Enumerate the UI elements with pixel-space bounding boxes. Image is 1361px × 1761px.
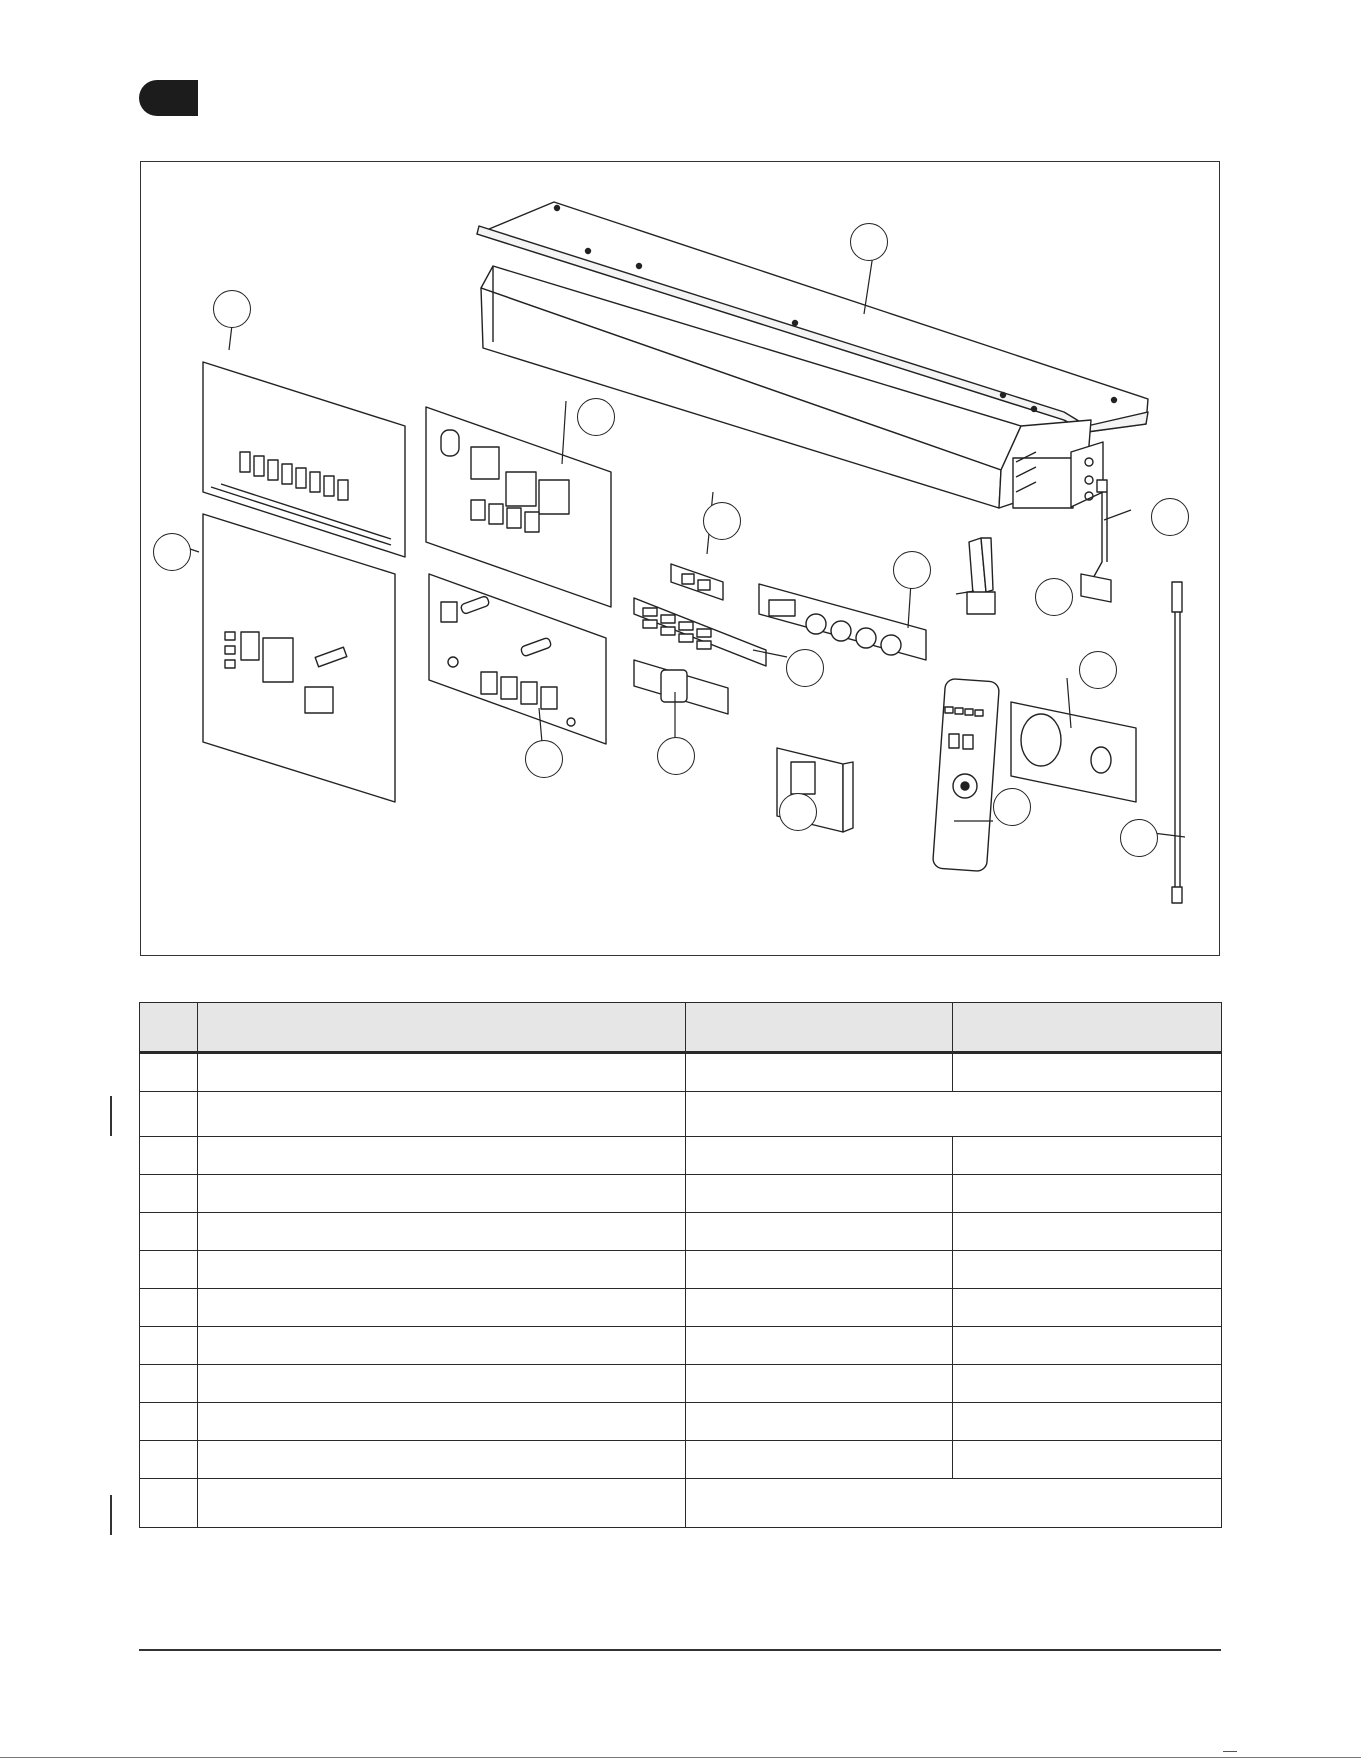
cell-description [198,1479,686,1528]
extension-cable [1172,582,1182,903]
callout-bubble [1120,819,1158,857]
cell-code-b [953,1053,1222,1092]
table-row [140,1479,1222,1528]
callout-bubble [1035,578,1073,616]
table-row [140,1175,1222,1213]
cell-code-a [686,1175,953,1213]
table-row [140,1053,1222,1092]
cell-description [198,1213,686,1251]
cell-item-no [140,1092,198,1137]
callout-bubble [657,737,695,775]
cell-code-a [686,1289,953,1327]
cell-code-a [686,1213,953,1251]
cell-item-no [140,1441,198,1479]
table-row [140,1137,1222,1175]
callout-bubble [525,740,563,778]
parts-list-table [139,1002,1222,1528]
cell-code-a [686,1327,953,1365]
connector-bracket [967,538,995,614]
revision-change-bar [110,1096,112,1136]
exploded-view-drawing [141,162,1221,957]
cell-code-b [953,1365,1222,1403]
callout-bubble [1151,498,1189,536]
cell-item-no [140,1365,198,1403]
callout-bubble [786,649,824,687]
cell-code-a [686,1403,953,1441]
cell-item-no [140,1053,198,1092]
interface-board [429,574,606,744]
footer-rule [139,1649,1221,1651]
header-description [198,1003,686,1053]
revision-change-bar [110,1495,112,1535]
cell-merged-code [686,1479,1222,1528]
table-row [140,1327,1222,1365]
cell-code-b [953,1137,1222,1175]
connector-strip-board [634,598,766,666]
callout-bubble [779,793,817,831]
cell-merged-code [686,1092,1222,1137]
cell-description [198,1053,686,1092]
cell-item-no [140,1251,198,1289]
cell-code-b [953,1213,1222,1251]
cell-item-no [140,1213,198,1251]
cell-description [198,1365,686,1403]
callout-bubble [153,533,191,571]
table-row [140,1289,1222,1327]
cell-item-no [140,1327,198,1365]
callout-bubble [993,788,1031,826]
table-row [140,1251,1222,1289]
table-row [140,1092,1222,1137]
cell-code-a [686,1251,953,1289]
cell-description [198,1251,686,1289]
table-header-row [140,1003,1222,1053]
exploded-parts-figure [140,161,1220,956]
cell-item-no [140,1175,198,1213]
cell-item-no [140,1479,198,1528]
header-code-a [686,1003,953,1053]
cell-code-b [953,1251,1222,1289]
main-control-board [426,407,611,607]
power-supply-board [203,514,395,802]
encoder-board [634,660,728,714]
callout-bubble [893,551,931,589]
table-row [140,1441,1222,1479]
callout-bubble [703,502,741,540]
cell-code-a [686,1365,953,1403]
cell-description [198,1403,686,1441]
cell-description [198,1327,686,1365]
cell-code-b [953,1441,1222,1479]
table-row [140,1365,1222,1403]
cell-item-no [140,1403,198,1441]
section-tab-marker [139,80,198,116]
table-row [140,1213,1222,1251]
cell-code-a [686,1053,953,1092]
callout-bubble [213,290,251,328]
cell-description [198,1289,686,1327]
cell-description [198,1441,686,1479]
callout-bubble [850,223,888,261]
page-bottom-rule [0,1757,1361,1758]
keypad-board [759,584,926,660]
connector-board-small [671,564,723,600]
page-corner-mark [1223,1751,1237,1752]
cell-code-a [686,1441,953,1479]
cell-code-b [953,1403,1222,1441]
remote-control [932,678,999,871]
cell-item-no [140,1289,198,1327]
cell-code-b [953,1175,1222,1213]
cell-description [198,1137,686,1175]
wall-panel-unit [1011,702,1136,802]
cell-code-b [953,1327,1222,1365]
header-item-no [140,1003,198,1053]
cell-item-no [140,1137,198,1175]
cell-description [198,1175,686,1213]
callout-bubble [577,398,615,436]
callout-bubble [1079,651,1117,689]
cell-code-a [686,1137,953,1175]
cell-description [198,1092,686,1137]
cell-code-b [953,1289,1222,1327]
table-row [140,1403,1222,1441]
header-code-b [953,1003,1222,1053]
